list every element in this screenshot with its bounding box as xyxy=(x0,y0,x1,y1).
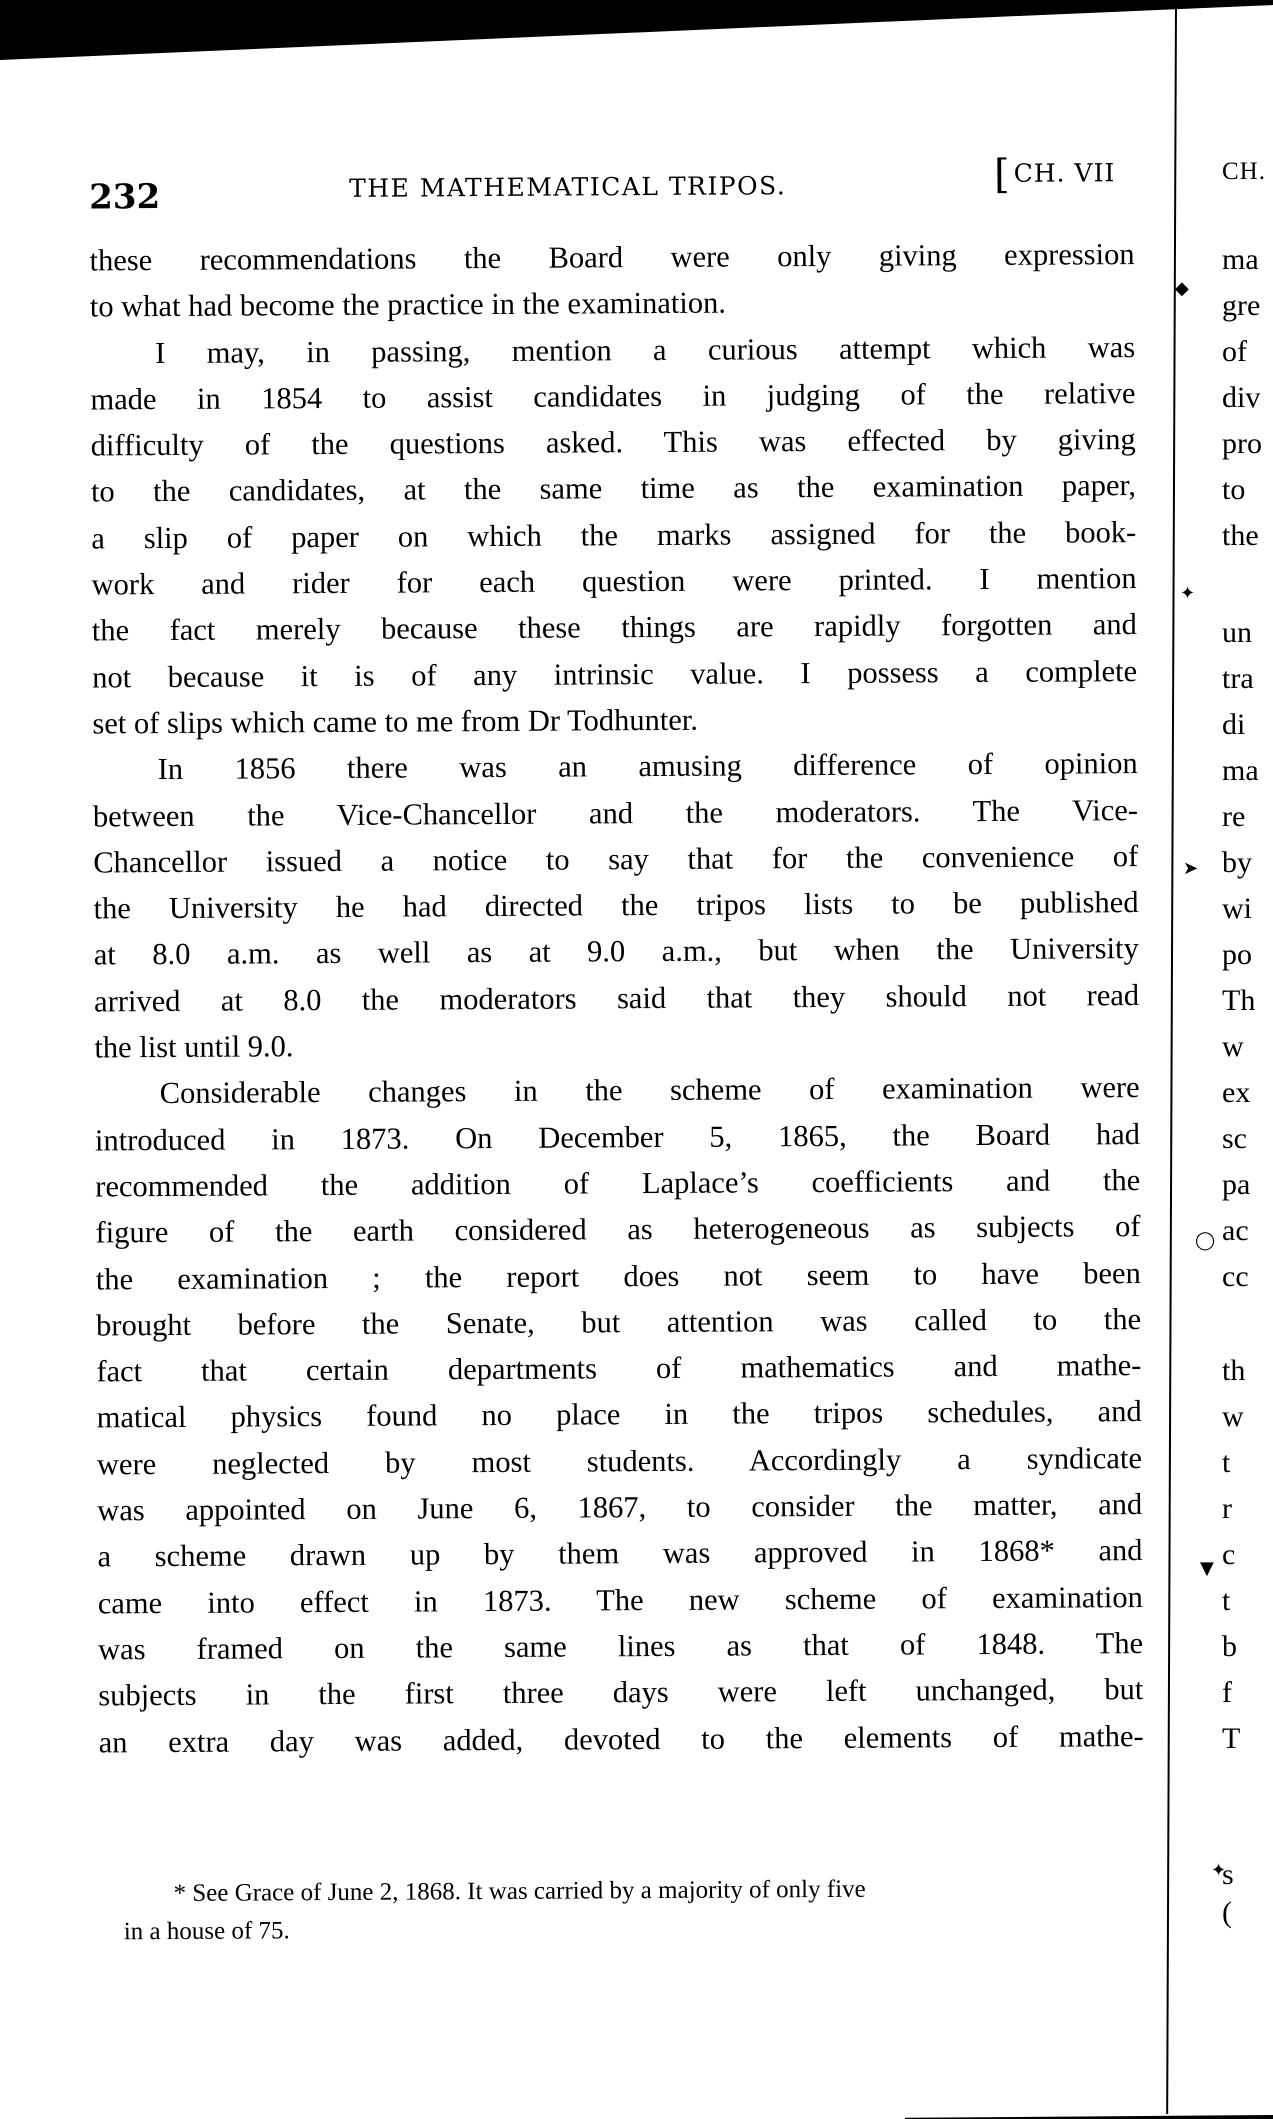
text-line: Considerable changes in the scheme of examination were xyxy=(159,1070,1140,1111)
text-line: these recommendations the Board were only giving expression xyxy=(89,237,1135,278)
facing-text-fragment: c xyxy=(1222,1538,1236,1571)
text-line: figure of the earth considered as heterogeneous as subjects of xyxy=(95,1209,1141,1250)
text-line: introduced in 1873. On December 5, 1865, the Board had xyxy=(94,1116,1141,1158)
facing-text-fragment: t xyxy=(1222,1446,1231,1479)
footnote-line: in a house of 75. xyxy=(123,1917,290,1946)
facing-text-fragment: T xyxy=(1222,1722,1241,1755)
facing-text-fragment: the xyxy=(1222,519,1259,552)
text-line: In 1856 there was an amusing difference of opinion xyxy=(157,746,1138,787)
text-line: set of slips which came to me from Dr Todhunter. xyxy=(92,702,699,741)
text-line: a scheme drawn up by them was approved in 1868* and xyxy=(97,1533,1143,1574)
running-head xyxy=(89,151,1139,218)
facing-text-fragment: un xyxy=(1222,616,1252,649)
facing-text-fragment: re xyxy=(1222,800,1246,833)
facing-text-fragment: ( xyxy=(1222,1896,1232,1929)
facing-text-fragment: s xyxy=(1222,1858,1234,1891)
text-line: the fact merely because these things are rapidly forgotten and xyxy=(91,607,1137,648)
gutter-arrow-mark: ◯ xyxy=(1195,1230,1216,1251)
facing-text-fragment: Th xyxy=(1222,984,1256,1017)
facing-text-fragment: cc xyxy=(1222,1260,1249,1293)
text-line: fact that certain departments of mathematics and mathe- xyxy=(96,1348,1142,1389)
running-title: THE MATHEMATICAL TRIPOS. xyxy=(349,171,787,203)
facing-text-fragment: ac xyxy=(1222,1214,1249,1247)
facing-text-fragment: di xyxy=(1222,708,1246,741)
facing-text-fragment: t xyxy=(1222,1584,1231,1617)
text-line: was appointed on June 6, 1867, to consider the matter, and xyxy=(97,1487,1143,1528)
facing-running-head: CH. xyxy=(1222,158,1266,185)
text-line: at 8.0 a.m. as well as at 9.0 a.m., but when the University xyxy=(93,931,1139,972)
facing-text-fragment: b xyxy=(1222,1630,1237,1663)
facing-text-fragment: tra xyxy=(1222,662,1254,695)
text-line: to the candidates, at the same time as the examination paper, xyxy=(90,468,1137,509)
text-line: subjects in the first three days were left unchanged, but xyxy=(98,1672,1144,1713)
scan-border-bottom xyxy=(905,2115,1273,2119)
text-line: I may, in passing, mention a curious attempt which was xyxy=(155,329,1136,370)
gutter-arrow-mark: ➤ xyxy=(1183,858,1199,879)
footnote-line: * See Grace of June 2, 1868. It was carried by a majority of only five xyxy=(173,1875,866,1907)
text-line: came into effect in 1873. The new scheme of examination xyxy=(97,1579,1143,1621)
text-line: were neglected by most students. Accordingly a syndicate xyxy=(96,1440,1143,1482)
facing-text-fragment: w xyxy=(1222,1400,1244,1433)
text-line: the examination ; the report does not seem to have been xyxy=(95,1255,1141,1296)
chapter-reference xyxy=(994,151,1116,198)
body-text xyxy=(89,231,1143,1765)
facing-text-fragment: div xyxy=(1222,381,1261,414)
facing-text-fragment: of xyxy=(1222,335,1247,368)
text-line: not because it is of any intrinsic value. I possess a complete xyxy=(92,653,1138,695)
text-line: work and rider for each question were printed. I mention xyxy=(91,561,1137,602)
gutter-arrow-mark: ◆ xyxy=(1175,278,1189,299)
gutter-arrow-mark: ▼ xyxy=(1200,1558,1214,1579)
text-line: matical physics found no place in the tripos schedules, and xyxy=(96,1394,1142,1435)
facing-text-fragment: th xyxy=(1222,1354,1246,1387)
facing-text-fragment: f xyxy=(1222,1676,1232,1709)
facing-text-fragment: r xyxy=(1222,1492,1232,1525)
facing-text-fragment: sc xyxy=(1222,1122,1247,1155)
facing-text-fragment: gre xyxy=(1222,289,1261,322)
text-line: the University he had directed the tripos lists to be published xyxy=(93,885,1139,926)
text-line: difficulty of the questions asked. This was effected by giving xyxy=(90,422,1136,463)
text-line: was framed on the same lines as that of 1848. The xyxy=(97,1625,1144,1667)
text-line: a slip of paper on which the marks assigned for the book- xyxy=(91,514,1137,556)
chapter-bracket: [ xyxy=(993,151,1011,198)
text-line: recommended the addition of Laplace’s coefficients and the xyxy=(95,1162,1141,1204)
facing-text-fragment: pro xyxy=(1222,427,1262,460)
facing-text-fragment: po xyxy=(1222,938,1252,971)
facing-text-fragment: by xyxy=(1222,846,1252,879)
text-line: arrived at 8.0 the moderators said that they should not read xyxy=(94,977,1140,1019)
text-line: made in 1854 to assist candidates in judging of the relative xyxy=(90,375,1136,417)
facing-text-fragment: ma xyxy=(1222,754,1259,787)
page-number: 232 xyxy=(89,177,161,218)
gutter-arrow-mark: ✦ xyxy=(1211,1860,1227,1881)
text-line: between the Vice-Chancellor and the moderators. The Vice- xyxy=(92,792,1139,834)
text-line: the list until 9.0. xyxy=(94,1029,294,1065)
text-line: to what had become the practice in the examination. xyxy=(89,285,726,324)
facing-text-fragment: w xyxy=(1222,1030,1244,1063)
facing-text-fragment: pa xyxy=(1222,1168,1251,1201)
facing-text-fragment: to xyxy=(1222,473,1246,506)
facing-page-fragment xyxy=(1222,0,1273,2119)
gutter-arrow-mark: ✦ xyxy=(1180,583,1196,604)
footnote xyxy=(123,1869,1183,1951)
facing-text-fragment: wi xyxy=(1222,892,1252,925)
chapter-label: CH. VII xyxy=(1013,158,1116,188)
text-line: Chancellor issued a notice to say that for the convenience of xyxy=(93,838,1139,880)
facing-text-fragment: ma xyxy=(1222,243,1259,276)
text-line: an extra day was added, devoted to the elements of mathe- xyxy=(98,1718,1144,1759)
facing-text-fragment: ex xyxy=(1222,1076,1251,1109)
text-line: brought before the Senate, but attention was called to the xyxy=(95,1301,1142,1343)
